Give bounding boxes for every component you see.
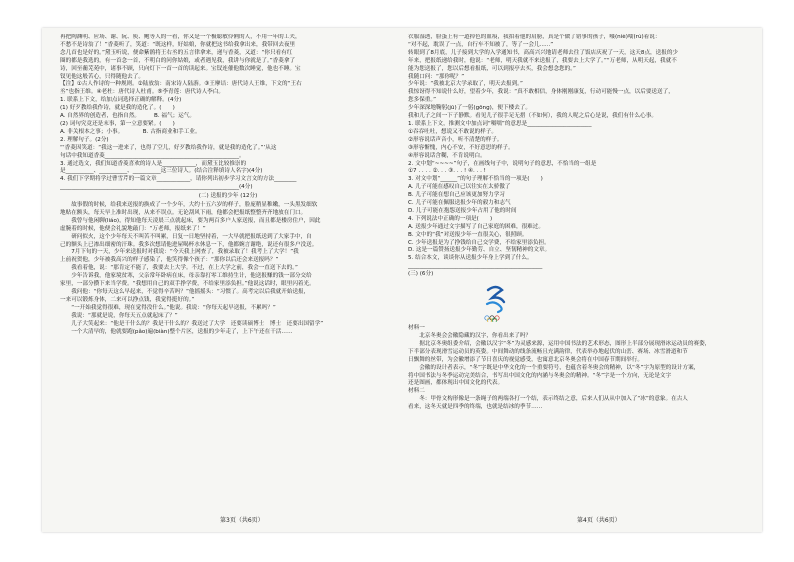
text-line: A. 自然界的创造者，也指自然。 B. 福气；运气。 xyxy=(60,113,195,120)
text-line: 3. 通过选文，我们知道香菱喜欢的诗人是____________，而黛玉比较推崇的 xyxy=(60,160,247,167)
text-line: D. 这是一篇赞扬送报少年勤劳、自立、坚韧精神的文章。 xyxy=(408,247,551,254)
text-line: 上前祝贺他，少年被我高兴的样子感染了，他笑得像个孩子：“那你以后还会来送报吗？” xyxy=(60,257,279,264)
text-line: 材料一 xyxy=(408,325,425,332)
text-line: ②形容说话声音小，听不清楚的样子。 xyxy=(408,136,503,143)
text-line: 我问他：“你每天这么早起来，不觉得辛苦吗？”他摇摇头：“习惯了。高考完以后我就开始送报， xyxy=(71,289,310,295)
text-line: 我说：“那就是说，你每天五点就起床了？” xyxy=(71,312,178,319)
text-line: 我曾与他闲聊(liáo)，得知他每天凌晨三点就起床，要为两百多户人家送报，而且都是楼房住户，因此 xyxy=(71,217,321,224)
text-line: B. 儿子可能在想自己应该更加努力学习 xyxy=(408,192,505,199)
text-line: 北京冬奥会会徽隐藏的汉字，你看出来了吗？ xyxy=(419,333,532,339)
text-line: 再把陶渊明、应场、谢、阮、庾、鲍等人的一看，你又是一个极聪敏伶俐的人，不用一年的工夫， xyxy=(60,34,301,40)
text-line: C. 儿子可能在佩服送报少年的毅力和志气 xyxy=(408,200,511,207)
text-line: 5. 结合本文，谈谈你从送报少年身上学到了什么。 xyxy=(408,255,533,262)
text-line: 是__________、__________、__________这三位诗人。(结合注释填诗人名字)(4分) xyxy=(60,168,263,175)
text-line: 3. 对文中划“______”的句子理解不恰当的一项是( ) xyxy=(408,176,543,183)
passage-questions xyxy=(408,34,748,279)
passage-newspaper-boy xyxy=(60,202,396,336)
text-line: A. 儿子可能在感叹自己以往实在太骄傲了 xyxy=(408,184,511,191)
section-title-2: (二) 送报的少年 (12分) xyxy=(198,193,258,200)
page-3-column xyxy=(60,34,396,524)
text-line: 7月下旬的一天，少年来送报时对我说：“今天我上网查了，我被录取了！我考上了大学！”我 xyxy=(71,249,299,256)
text-line: 4. 我们下学期将学过曹雪芹的一篇文章____________，请你列出初步学习文言文的方法________ xyxy=(60,176,297,183)
text-line: 您多保重。” xyxy=(408,97,437,104)
text-line: 2. 理解句子。(2分) xyxy=(60,136,109,143)
text-line: 2. 文中划“~~~~”句子，在画线句子中，说明句子的意思，不恰当的一组是 xyxy=(408,160,597,167)
text-line: 材料二 xyxy=(408,388,425,395)
text-line: 据北京冬奥组委介绍，会徽以汉字“冬”为灵感来源，运用中国书法的艺术形态，图形上半部分展现滑冰运动员的赛姿， xyxy=(419,340,711,347)
page-4-column xyxy=(408,34,748,524)
text-line: 将中国书法与冬季运动完美结合，书写出中国文化的内涵与冬奥会的精神。“冬”字是一个方向，无论是文字 xyxy=(408,372,672,379)
text-line: 一个大清早的，他就要跑(pǎo)遍(biàn)整个片区，送报的少年走了，上下午还在干活…… xyxy=(71,328,293,335)
text-line: “对不起，耽误了一点，自行车不知被了，等了一会儿......” xyxy=(408,41,554,48)
text-line: 年来，把报纸递给我时，他说：“老师，明天我就不来送报了，我要去上大学了。”“万老师，从明天起，我就不 xyxy=(408,57,677,64)
text-line: ①吞吞吐吐，想说又不敢说的样子。 xyxy=(408,128,497,135)
text-line: 少年告诉我，他家境贫寒，父亲常年卧病在床，母亲靠打零工维持生计，他送报赚的钱一部分交给 xyxy=(71,273,312,280)
text-line: 少年深深地鞠躬(jū)了一躬(gōng)，便下楼去了。 xyxy=(408,105,531,112)
text-line: 能为您送报了，您以后想看报纸，可以到报亭去买，我会想念您的。” xyxy=(408,65,576,72)
text-line: B. 文中的“我”对送报少年一直很关心，很照顾。 xyxy=(408,231,528,238)
text-line: ①7 . . . . ②. . . ③. . . ! ④. . . ! xyxy=(408,168,486,175)
text-line: ④形容说话含糊，不肯说明白。 xyxy=(408,152,486,159)
text-line: 还是图画，都体现出中国文化的代表。 xyxy=(408,380,504,387)
text-line: 日飘舞的丝带，为会徽增添了节日喜庆的视觉感受，也寓意北京冬奥会将在中国春节期间举行。 xyxy=(408,356,643,363)
text-line: 1. 联系上下文，推测文中加点词“嗫嚅”的意思是_______________________ xyxy=(408,120,592,127)
text-line: D. 儿子可能在抱怨送报少年占用了他的时间 xyxy=(408,207,517,214)
text-line: 衣服湿透，脸蛋上有一道掉色的血痕，我拍着他的肩膀，真是个做了错事的孩子，嗫(niè)嚅(rú)着说： xyxy=(408,34,661,40)
text-line: 念几首也是好的。”黛玉听说，便命紫鹃将王右丞的五言律拿来，递与香菱，又道：“你只看有红 xyxy=(60,49,293,56)
text-line: 1. 联系上下文，给加点词选择正确的解释。(4分) xyxy=(60,97,182,104)
text-line: (三) (6分) xyxy=(408,271,434,278)
text-line: 钗见他这般苦心，只得随他去了。 xyxy=(60,73,144,80)
text-line: 少年说：“我被北京大学录取了，明天去报到。” xyxy=(408,81,523,88)
text-line: (2) 词句究竟还是末事，第一立意要紧。( ) xyxy=(60,120,175,127)
text-line: 【注】①古人作诗的一种规则。②陆放翁：南宋诗人陆游。③王摩诘：唐代诗人王维，下文的“王右 xyxy=(60,81,302,88)
text-line: 一来可以锻炼身体，二来可以挣点钱，我觉得挺好的。” xyxy=(60,296,195,303)
text-line: ________________________________________________________________(4分) xyxy=(60,184,253,191)
text-line: 研问似火，这个少年每天不叫苦不叫累，日复一日地坚持着，一大早就把报纸送到了大家手中，自 xyxy=(71,233,312,240)
text-line: 冬：甲骨文构形像是一条绳子的两端各打一个结，表示终结之意，后来人们从从中加入了“冰”的意象。在古人 xyxy=(419,396,688,403)
text-line: 我和儿子之间一下子静默。看见儿子很手足无措（不如何），我的人呢之后心是说，我们有什么心事。 xyxy=(408,113,657,120)
text-line: 故事假的时候，给我来送报的换成了一个少年，大约十五六岁的样子，脸庞稍显稚嫩，一头黑发细软 xyxy=(71,202,318,209)
text-line: 我惊讶得不知说什么好，望着少年，我说：“真不敢相信，身体刚刚康复，行动可能慢一点，以后要送送了， xyxy=(408,89,674,96)
text-line: 下半部分表现滑雪运动员的英姿。中间舞动的线条流畅且充满韵律，代表举办地起伏的山峦、赛场、冰雪滑道和节 xyxy=(408,348,688,355)
text-line: 丞”也指王维。④老杜：唐代诗人杜甫。⑤李青莲：唐代诗人李白。 xyxy=(60,89,224,96)
text-line: 圈的都是我选的，有一首念一首，不明白的问你姑娘，或者遇见我，我讲与你就是了。”香菱拿了 xyxy=(60,57,296,64)
text-line: 会徽的设计者表示，“冬”字既是中华文化的一个重要符号，也蕴含着冬奥会的精神，以“冬”字为原型的设计方案， xyxy=(419,364,700,371)
text-line: A. 非关根本之事；小事。 B. 古指商业和手工业。 xyxy=(60,128,201,135)
text-line: 我看着他，说：“那肯定不能了，我要去上大学。不过，在上大学之前，我会一直送下去的。” xyxy=(71,265,298,272)
materials-section xyxy=(408,325,748,412)
text-line: 4. 下列说法中正确的一项是( ) xyxy=(408,215,493,222)
text-line: 诗，回至蘅芜苑中，诸事不顾，只向灯下一首一首的读起来。宝钗连催他数次睡觉，他也不睡。宝 xyxy=(60,65,301,72)
text-line: “一开始我觉得很难，现在觉得没什么。”他说。我说：“你每天起早送报，不累吗？” xyxy=(71,304,276,311)
text-line: ________________________________________________ xyxy=(408,263,543,270)
beijing-2022-emblem-icon xyxy=(478,282,514,322)
text-line: 转眼到了8月底，儿子接到大学的入学通知书，高高兴兴地请老师去往了饭店庆祝了一天，这天8点，送报的少 xyxy=(408,49,679,56)
text-line: 儿子大笑起来：“他是干什么的？我是干什么的？我送过了大学 还要读硕博士 博士 还要出国留学” xyxy=(71,320,324,327)
page-number-4: 第4页（共6页） xyxy=(577,517,621,524)
text-line: A. 送报少年通过文字描写了自己家庭的困难，很难过。 xyxy=(408,223,544,230)
poem-study-questions xyxy=(60,34,396,192)
text-line: 句话中我知道香菱________________________________________________。 xyxy=(60,152,245,159)
text-line: 不愁不是诗翁了！”香菱听了，笑道：“既这样，好姑娘，你就把这书给我拿出来，我带回去夜里 xyxy=(60,41,296,48)
text-line: 看来，这冬天就是四季的终端，也就是结冰的季节…… xyxy=(408,404,543,411)
text-line: 己的额头上已渗出细密的汗珠。我多次想请他进屋喝杯水休息一下，他都婉言谢绝，说还有很多户没送。 xyxy=(60,241,318,248)
text-line: “‘香菱因笑道：“我这一进来了，也得了空儿，好歹教给我作诗，就是我的造化了。”’从这 xyxy=(60,144,277,151)
text-line: C. 少年送报是为了挣钱给自己交学费，不给家里添负担。 xyxy=(408,239,550,246)
exam-sheet xyxy=(42,28,762,532)
text-line: (1) 好歹教给我作诗，就是我的造化了。( ) xyxy=(60,105,175,112)
text-line: 地贴在额头，每天早上准时出现，从来不误点。无论刮风下雨，他都会把报纸整整齐齐地放在门口。 xyxy=(60,209,307,216)
page-number-3: 第3页（共6页） xyxy=(220,517,264,524)
text-line: ③形容惭愧，内心不安，不好意思的样子。 xyxy=(408,144,514,151)
text-line: 虚腕着的时候，他便会礼貌地敲门：“万老师，报纸来了！” xyxy=(60,225,206,232)
text-line: 我随口问：“那你呢？” xyxy=(408,73,465,80)
text-line: 家里，一部分攒下来当学费。“我想用自己的双手挣学费，不给家里添负担。”他说这话时，眼里闪着光。 xyxy=(60,281,315,288)
